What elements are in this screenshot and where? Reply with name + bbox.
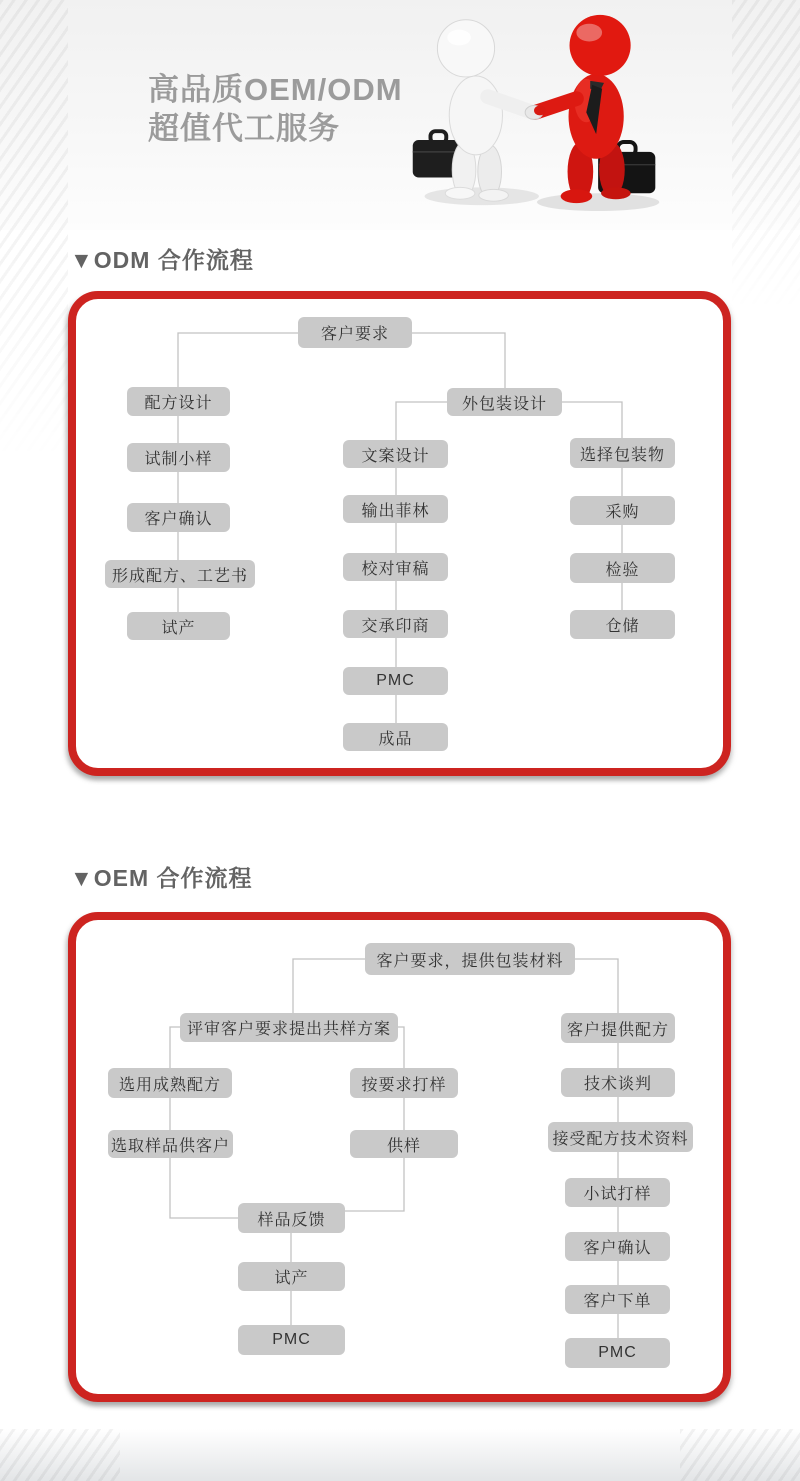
- odm-node-select-packaging: 选择包装物: [570, 438, 675, 468]
- header-title-line1: 高品质OEM/ODM: [148, 72, 403, 107]
- oem-node-pmc-right: PMC: [565, 1338, 670, 1368]
- header-title-line2: 超值代工服务: [148, 111, 340, 146]
- odm-node-outer-packaging-design: 外包装设计: [447, 388, 562, 416]
- oem-node-review-requirements-sample-plan: 评审客户要求提出共样方案: [180, 1013, 398, 1042]
- red-figure: [525, 15, 631, 203]
- odm-node-formula-design: 配方设计: [127, 387, 230, 416]
- header-title: [148, 70, 403, 148]
- odm-section-title: ▼ODM 合作流程: [70, 247, 254, 273]
- odm-node-pmc: PMC: [343, 667, 448, 695]
- oem-node-customer-order: 客户下单: [565, 1285, 670, 1314]
- odm-node-to-printer: 交承印商: [343, 610, 448, 638]
- odm-node-warehousing: 仓储: [570, 610, 675, 639]
- oem-node-pmc-mid: PMC: [238, 1325, 345, 1355]
- header-stripes-right: [732, 0, 800, 310]
- odm-flow-frame: [68, 291, 731, 776]
- bottom-stripes-left: [0, 1429, 120, 1481]
- oem-node-customer-requirements-packaging: 客户要求，提供包装材料: [365, 943, 575, 975]
- odm-node-purchasing: 采购: [570, 496, 675, 525]
- odm-node-copy-design: 文案设计: [343, 440, 448, 468]
- oem-node-trial-production: 试产: [238, 1262, 345, 1291]
- oem-node-use-mature-formula: 选用成熟配方: [108, 1068, 232, 1098]
- header-stripes-left: [0, 0, 68, 460]
- odm-node-customer-confirm: 客户确认: [127, 503, 230, 532]
- oem-node-receive-formula-tech-data: 接受配方技术资料: [548, 1122, 693, 1152]
- bottom-stripes-right: [680, 1429, 800, 1481]
- odm-node-form-formula-process-book: 形成配方、工艺书: [105, 560, 255, 588]
- oem-node-supply-sample: 供样: [350, 1130, 458, 1158]
- odm-node-trial-small-sample: 试制小样: [127, 443, 230, 472]
- oem-node-customer-confirm: 客户确认: [565, 1232, 670, 1261]
- odm-node-trial-production: 试产: [127, 612, 230, 640]
- handshake-figures-image: [402, 2, 670, 214]
- odm-node-inspection: 检验: [570, 553, 675, 583]
- oem-node-technical-negotiation: 技术谈判: [561, 1068, 675, 1097]
- oem-node-customer-provides-formula: 客户提供配方: [561, 1013, 675, 1043]
- oem-section-title: ▼OEM 合作流程: [70, 865, 253, 891]
- oem-node-sample-feedback: 样品反馈: [238, 1203, 345, 1233]
- odm-node-proofreading: 校对审稿: [343, 553, 448, 581]
- odm-node-output-film: 输出菲林: [343, 495, 448, 523]
- page-bottom-shade: [0, 1429, 800, 1481]
- odm-node-finished-product: 成品: [343, 723, 448, 751]
- oem-node-select-samples-for-customer: 选取样品供客户: [108, 1130, 233, 1158]
- oem-node-small-trial-sample: 小试打样: [565, 1178, 670, 1207]
- odm-node-customer-requirements: 客户要求: [298, 317, 412, 348]
- oem-node-sample-per-requirements: 按要求打样: [350, 1068, 458, 1098]
- page-header: [0, 0, 800, 230]
